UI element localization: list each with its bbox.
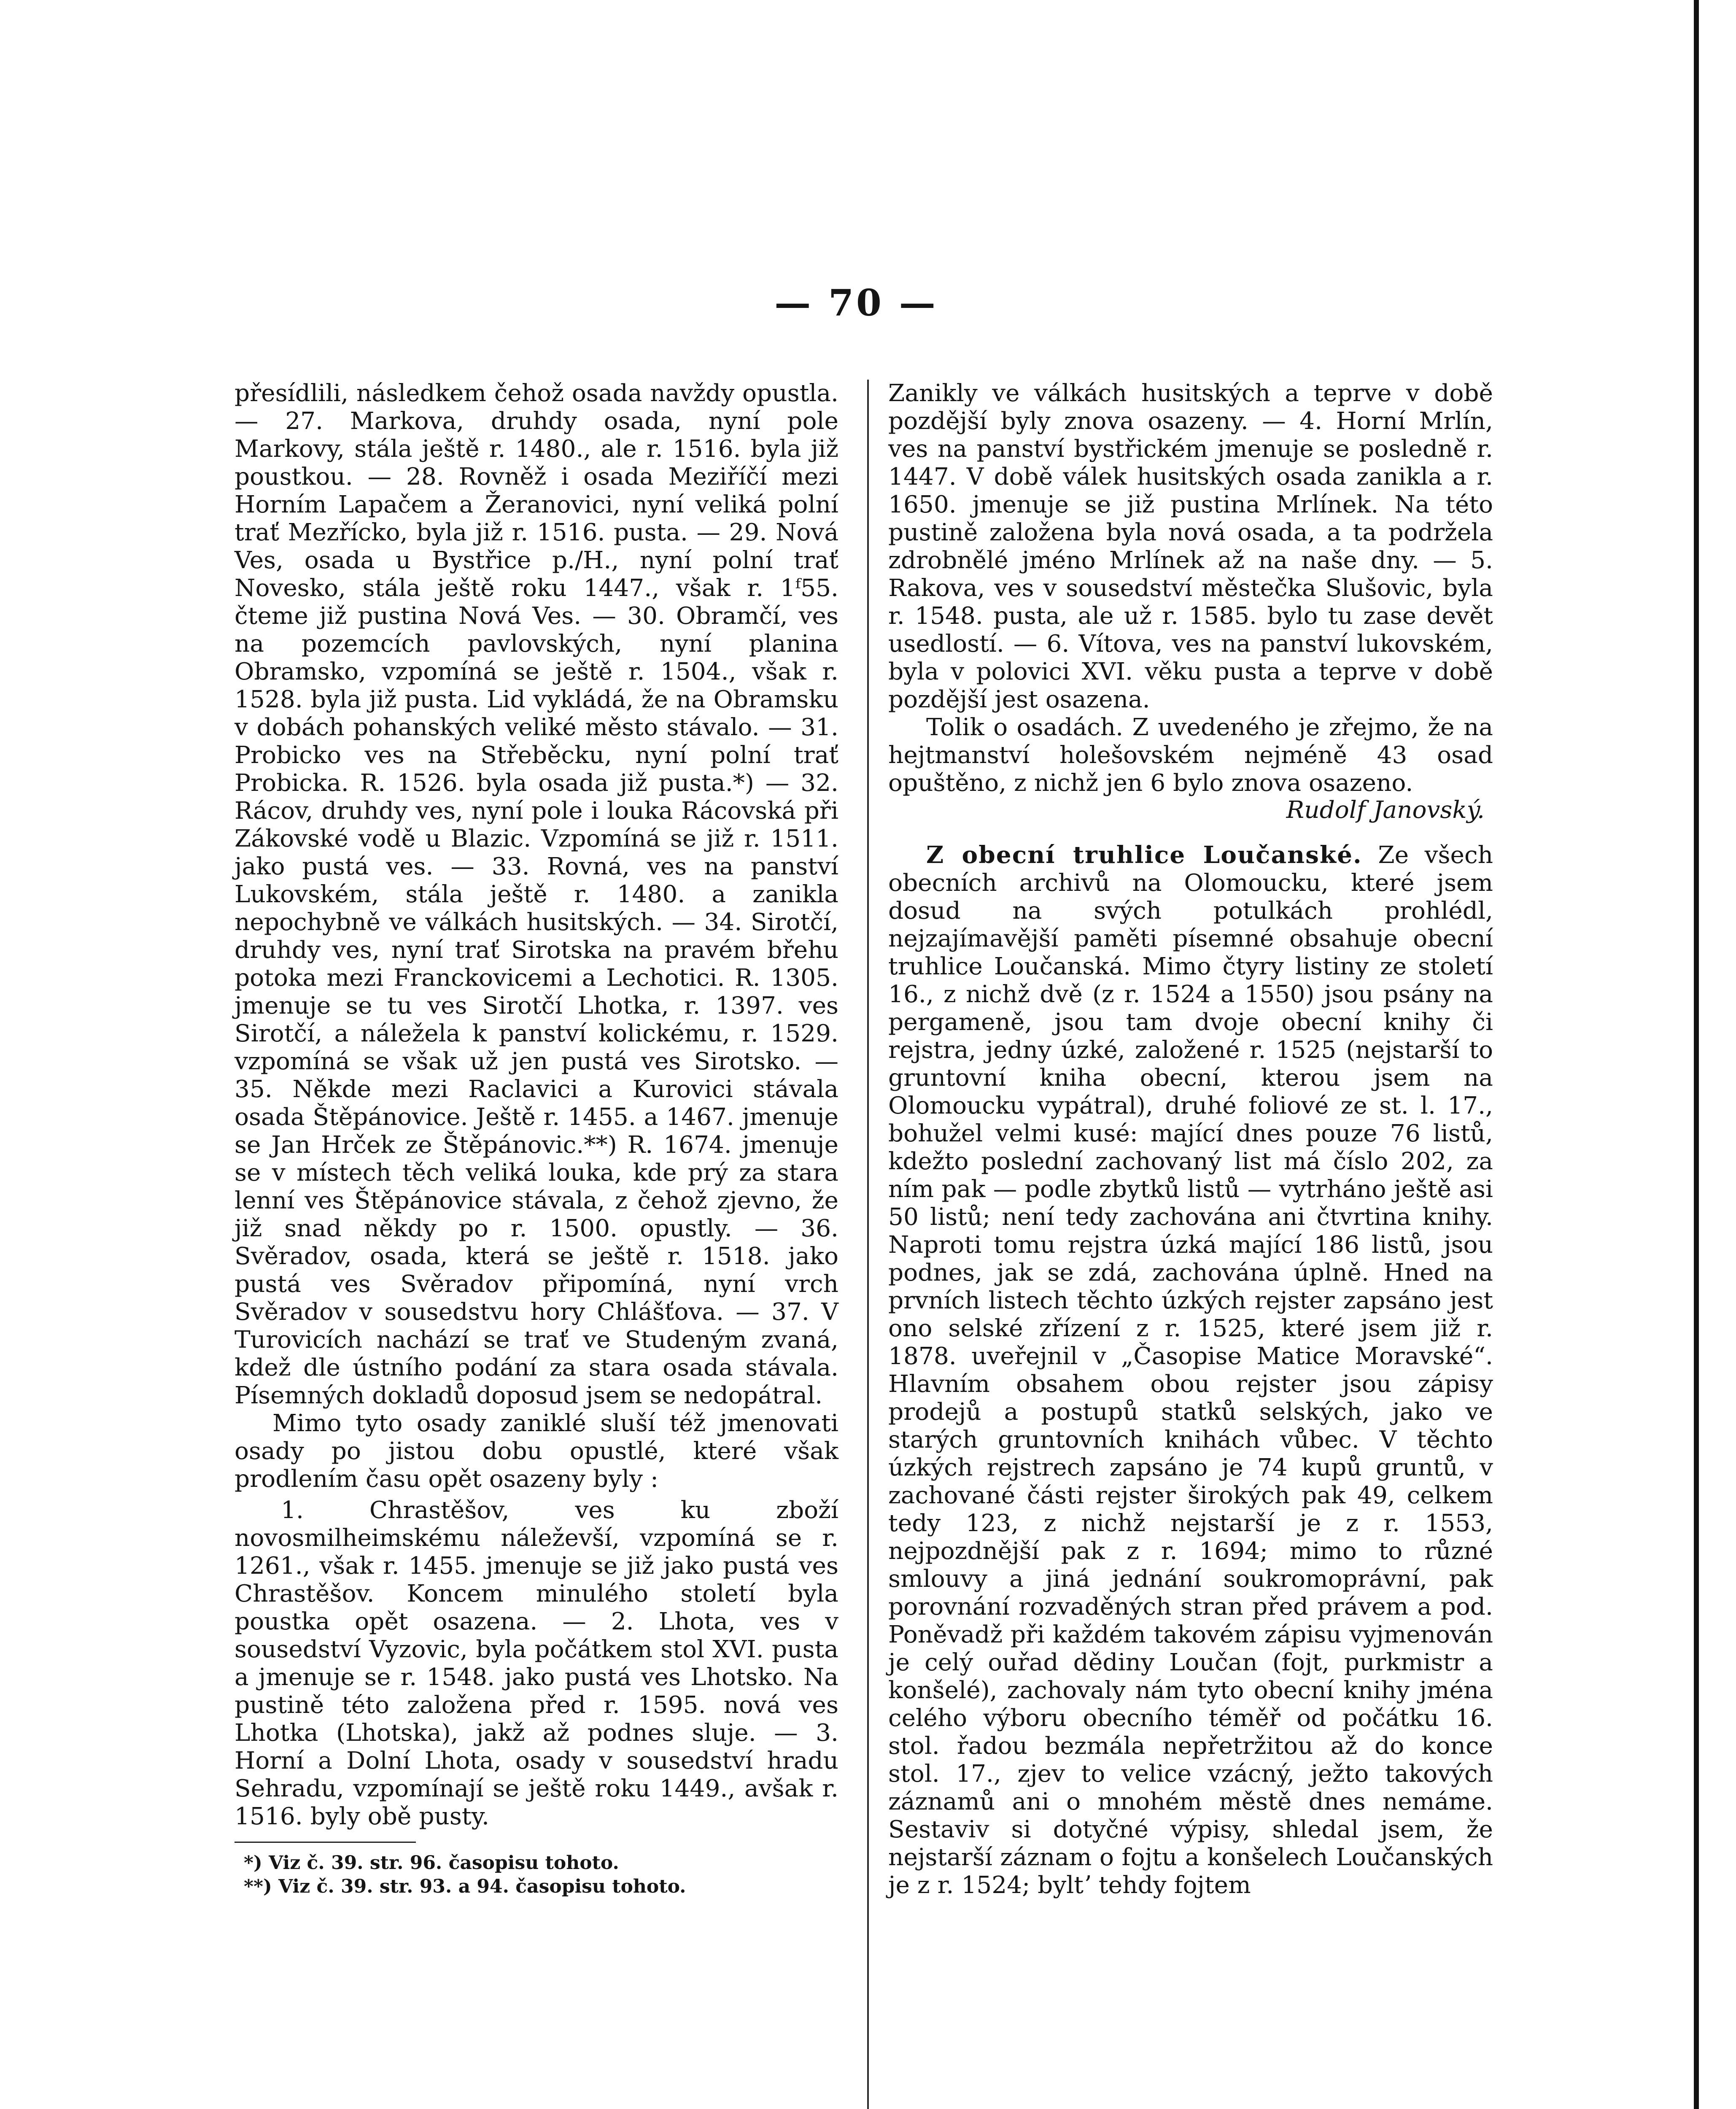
page-number: — 70 —	[774, 282, 938, 324]
right-paragraph-1: Zanikly ve válkách husitských a teprve v době pozdější byly znova osazeny. — 4. Horní Mrlín, ves na panství bystřickém jmenuje se posledně r. 1447. V době válek husitských osada zanikla a r. 1650. jmenuje se již pustina Mrlínek. Na této pustině založena byla nová osada, a ta podržela zdrobnělé jméno Mrlínek až na naše dny. — 5. Rakova, ves v sousedství městečka Slušovic, byla r. 1548. pusta, ale už r. 1585. bylo tu zase devět usedlostí. — 6. Vítova, ves na panství lukovském, byla v polovici XVI. věku pusta a teprve v době pozdější jest osazena.	[888, 380, 1493, 713]
section-body: Ze všech obecních archivů na Olomoucku, které jsem dosud na svých potulkách prohlédl, nejzajímavější paměti písemné obsahuje obecní truhlice Loučanská. Mimo čtyry listiny ze století 16., z nichž dvě (z r. 1524 a 1550) jsou psány na pergameně, jsou tam dvoje obecní knihy či rejstra, jedny úzké, založené r. 1525 (nejstarší to gruntovní kniha obecní, kterou jsem na Olomoucku vypátral), druhé foliové ze st. l. 17., bohužel velmi kusé: mající dnes pouze 76 listů, kdežto poslední zachovaný list má číslo 202, za ním pak — podle zbytků listů — vytrháno ještě asi 50 listů; není tedy zachována ani čtvrtina knihy. Naproti tomu rejstra úzká mající 186 listů, jsou podnes, jak se zdá, zachována úplně. Hned na prvních listech těchto úzkých rejster zapsáno jest ono selské zřízení z r. 1525, které jsem již r. 1878. uveřejnil v „Časopise Matice Moravské“. Hlavním obsahem obou rejster jsou zápisy prodejů a postupů statků selských, jako ve starých gruntovních knihách vůbec. V těchto úzkých rejstrech zapsáno je 74 kupů gruntů, v zachované části rejster širokých pak 49, celkem tedy 123, z nichž nejstarší je z r. 1553, nejpozdnější pak z r. 1694; mimo to různé smlouvy a jiná jednání soukromoprávní, pak porovnání rozvaděných stran před právem a pod. Poněvadž při každém takovém zápisu vyjmenován je celý ouřad dědiny Loučan (fojt, purkmistr a konšelé), zachovaly nám tyto obecní knihy jména celého výboru obecního téměř od počátku 16. stol. řadou bezmála nepřetržitou až do konce stol. 17., zjev to velice vzácný, ježto takových záznamů ani o mnohém městě dnes nemáme. Sestaviv si dotyčné výpisy, shledal jsem, že nejstarší záznam o fojtu a konšelech Loučanských je z r. 1524; byltʼ tehdy fojtem	[888, 841, 1493, 1899]
left-paragraph-3: 1. Chrastěšov, ves ku zboží novosmilheimskému náleževší, vzpomíná se r. 1261., však r. 1455. jmenuje se již jako pustá ves Chrastěšov. Koncem minulého století byla poustka opět osazena. — 2. Lhota, ves v sousedství Vyzovic, byla počátkem stol XVI. pusta a jmenuje se r. 1548. jako pustá ves Lhotsko. Na pustině této založena před r. 1595. nová ves Lhotka (Lhotska), jakž až podnes sluje. — 3. Horní a Dolní Lhota, osady v sousedství hradu Sehradu, vzpomínají se ještě roku 1449., avšak r. 1516. byly obě pusty.	[235, 1497, 838, 1830]
footnote-2: **) Viz č. 39. str. 93. a 94. časopisu tohoto.	[244, 1876, 686, 1897]
left-column	[235, 380, 838, 1899]
right-paragraph-2: Tolik o osadách. Z uvedeného je zřejmo, že na hejtmanství holešovském nejméně 43 osad opuštěno, z nichž jen 6 bylo znova osazeno.	[888, 714, 1493, 797]
column-divider	[867, 380, 869, 2109]
left-paragraph-1: přesídlili, následkem čehož osada navždy opustla. — 27. Markova, druhdy osada, nyní pole Markovy, stála ještě r. 1480., ale r. 1516. byla již poustkou. — 28. Rovněž i osada Meziříčí mezi Horním Lapačem a Žeranovici, nyní veliká polní trať Mezřícko, byla již r. 1516. pusta. — 29. Nová Ves, osada u Bystřice p./H., nyní polní trať Novesko, stála ještě roku 1447., však r. 1ᶠ55. čteme již pustina Nová Ves. — 30. Obramčí, ves na pozemcích pavlovských, nyní planina Obramsko, vzpomíná se ještě r. 1504., však r. 1528. byla již pusta. Lid vykládá, že na Obramsku v dobách pohanských veliké město stávalo. — 31. Probicko ves na Střeběcku, nyní polní trať Probicka. R. 1526. byla osada již pusta.*) — 32. Rácov, druhdy ves, nyní pole i louka Rácovská při Zákovské vodě u Blazic. Vzpomíná se již r. 1511. jako pustá ves. — 33. Rovná, ves na panství Lukovském, stála ještě r. 1480. a zanikla nepochybně ve válkách husitských. — 34. Sirotčí, druhdy ves, nyní trať Sirotska na pravém břehu potoka mezi Franckovicemi a Lechotici. R. 1305. jmenuje se tu ves Sirotčí Lhotka, r. 1397. ves Sirotčí, a náležela k panství kolickému, r. 1529. vzpomíná se však už jen pustá ves Sirotsko. — 35. Někde mezi Raclavici a Kurovici stávala osada Štěpánovice. Ještě r. 1455. a 1467. jmenuje se Jan Hrček ze Štěpánovic.**) R. 1674. jmenuje se v místech těch veliká louka, kde prý za stara lenní ves Štěpánovice stávala, z čehož zjevno, že již snad někdy po r. 1500. opustly. — 36. Svěradov, osada, která se ještě r. 1518. jako pustá ves Svěradov připomíná, nyní vrch Svěradov v sousedstvu hory Chlášťova. — 37. V Turovicích nachází se trať ve Studeným zvaná, kdež dle ústního podání za stara osada stávala. Písemných dokladů doposud jsem se nedopátral.	[235, 380, 838, 1409]
footnote-divider	[235, 1842, 416, 1843]
author-signature: Rudolf Janovský.	[1286, 796, 1485, 824]
footnote-1: *) Viz č. 39. str. 96. časopisu tohoto.	[244, 1852, 619, 1874]
scan-border-right	[1694, 0, 1699, 2109]
section-title: Z obecní truhlice Loučanské.	[926, 841, 1362, 869]
right-column	[888, 380, 1493, 1899]
section-paragraph	[888, 841, 1493, 1899]
left-paragraph-2: Mimo tyto osady zaniklé sluší též jmenovati osady po jistou dobu opustlé, které však prodlením času opět osazeny byly :	[235, 1410, 838, 1493]
